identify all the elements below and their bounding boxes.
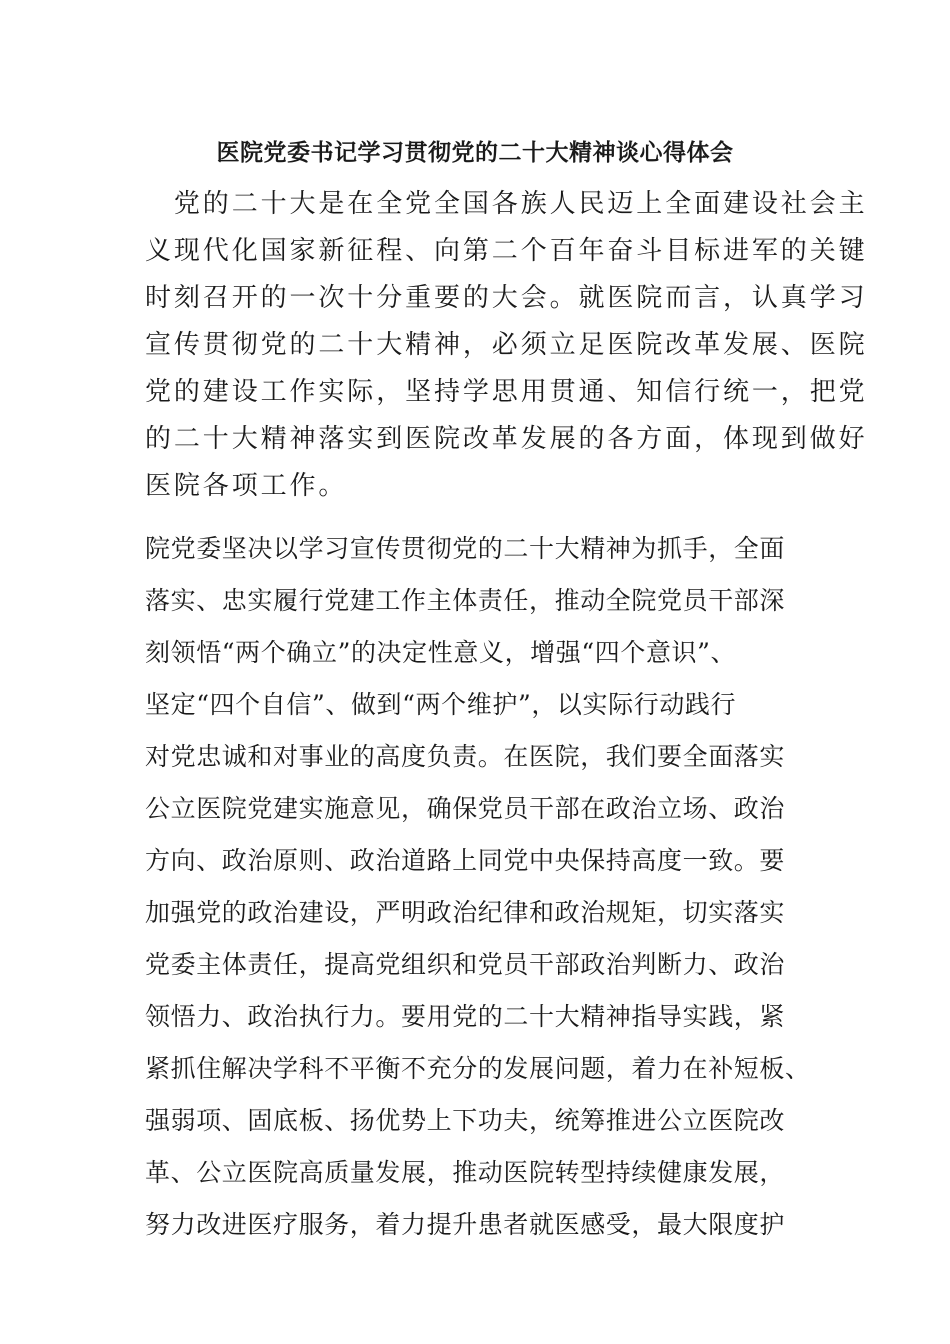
paragraph-line: 党委主体责任，提高党组织和党员干部政治判断力、政治: [145, 950, 786, 979]
paragraph-line: 公立医院党建实施意见，确保党员干部在政治立场、政治: [145, 794, 786, 823]
paragraph-line: 革、公立医院高质量发展，推动医院转型持续健康发展，: [145, 1158, 786, 1187]
paragraph-line: 对党忠诚和对事业的高度负责。在医院，我们要全面落实: [145, 742, 786, 771]
paragraph-line: 党的建设工作实际，坚持学思用贯通、知信行统一，把党: [145, 377, 868, 407]
paragraph-line: 党的二十大是在全党全国各族人民迈上全面建设社会主: [145, 189, 868, 219]
paragraph-line: 刻领悟“两个确立”的决定性意义，增强“四个意识”、: [145, 638, 737, 667]
paragraph-line: 时刻召开的一次十分重要的大会。就医院而言，认真学习: [145, 283, 868, 313]
paragraph-line: 医院各项工作。: [145, 471, 348, 501]
paragraph-line: 坚定“四个自信”、做到“两个维护”，以实际行动践行: [145, 690, 737, 719]
paragraph-line: 宣传贯彻党的二十大精神，必须立足医院改革发展、医院: [145, 330, 868, 360]
paragraph-line: 强弱项、固底板、扬优势上下功夫，统筹推进公立医院改: [145, 1106, 786, 1135]
paragraph-line: 紧抓住解决学科不平衡不充分的发展问题，着力在补短板、: [145, 1054, 811, 1083]
paragraph-line: 加强党的政治建设，严明政治纪律和政治规矩，切实落实: [145, 898, 786, 927]
paragraph-line: 院党委坚决以学习宣传贯彻党的二十大精神为抓手，全面: [145, 534, 786, 563]
paragraph-line: 方向、政治原则、政治道路上同党中央保持高度一致。要: [145, 846, 786, 875]
document-title: 医院党委书记学习贯彻党的二十大精神谈心得体会: [216, 139, 734, 166]
paragraph-line: 落实、忠实履行党建工作主体责任，推动全院党员干部深: [145, 586, 786, 615]
paragraph-line: 努力改进医疗服务，着力提升患者就医感受，最大限度护: [145, 1210, 786, 1239]
paragraph-line: 的二十大精神落实到医院改革发展的各方面，体现到做好: [145, 424, 868, 454]
paragraph-line: 义现代化国家新征程、向第二个百年奋斗目标进军的关键: [145, 236, 868, 266]
paragraph-line: 领悟力、政治执行力。要用党的二十大精神指导实践，紧: [145, 1002, 786, 1031]
